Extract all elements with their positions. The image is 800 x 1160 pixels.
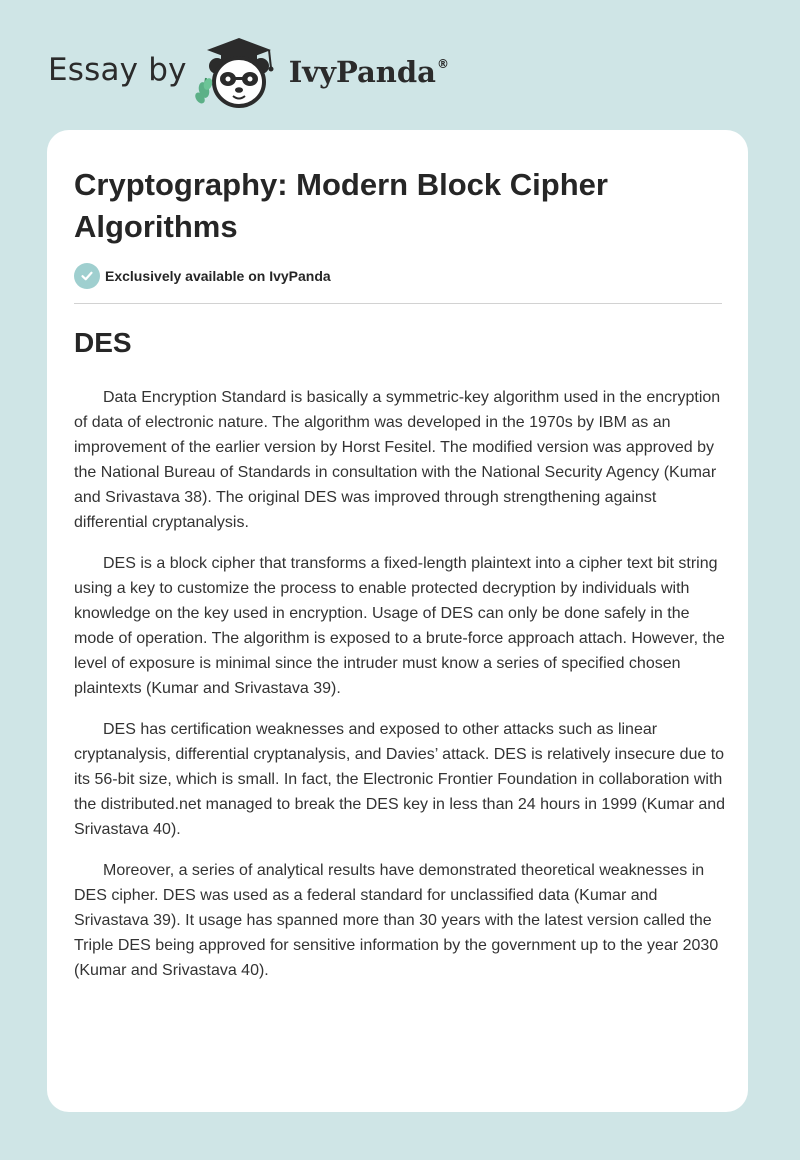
paragraph: DES is a block cipher that transforms a fixed-length plaintext into a cipher text bit string using a key to customize the process to enable protected decryption by individuals with knowledge on the key used in encryption. Usage of DES can only be done safely in the mode of operation. The algorithm is exposed to a brute-force approach attach. However, the level of exposure is minimal since the intruder must know a series of specified chosen plaintexts (Kumar and Srivastava 39). <box>74 555 725 697</box>
check-icon <box>74 263 100 289</box>
divider <box>74 303 722 304</box>
paragraph: Data Encryption Standard is basically a symmetric-key algorithm used in the encryption of data of electronic nature. The algorithm was developed in the 1970s by IBM as an improvement of the earlier version by Horst Fesitel. The modified version was approved by the National Bureau of Standards in consultation with the National Security Agency (Kumar and Srivastava 38). The original DES was improved through strengthening against differential cryptanalysis. <box>74 389 721 531</box>
paragraph: Moreover, a series of analytical results have demonstrated theoretical weaknesses in DES cipher. DES was used as a federal standard for unclassified data (Kumar and Srivastava 39). It usage has spanned more than 30 years with the latest version called the Triple DES being approved for sensitive information by the government up to the year 2030 (Kumar and Srivastava 40). <box>74 862 719 979</box>
essay-card <box>47 130 748 1112</box>
brand-name: IvyPanda® <box>288 55 449 89</box>
section-heading: DES <box>74 327 132 358</box>
paragraph: DES has certification weaknesses and exposed to other attacks such as linear cryptanalysis, differential cryptanalysis, and Davies’ attack. DES is relatively insecure due to its 56-bit size, which is small. In fact, the Electronic Frontier Foundation in collaboration with the distributed.net managed to break the DES key in less than 24 hours in 1999 (Kumar and Srivastava 40). <box>74 721 726 838</box>
exclusive-label: Exclusively available on IvyPanda <box>105 268 331 284</box>
page-title: Cryptography: Modern Block Cipher Algorithms <box>74 167 608 244</box>
panda-logo-icon <box>191 32 287 112</box>
registered-mark: ® <box>436 57 449 71</box>
brand-header[interactable] <box>48 32 449 112</box>
article-body <box>74 385 729 999</box>
brand-prefix: Essay by <box>48 52 187 88</box>
exclusive-badge <box>74 263 331 289</box>
